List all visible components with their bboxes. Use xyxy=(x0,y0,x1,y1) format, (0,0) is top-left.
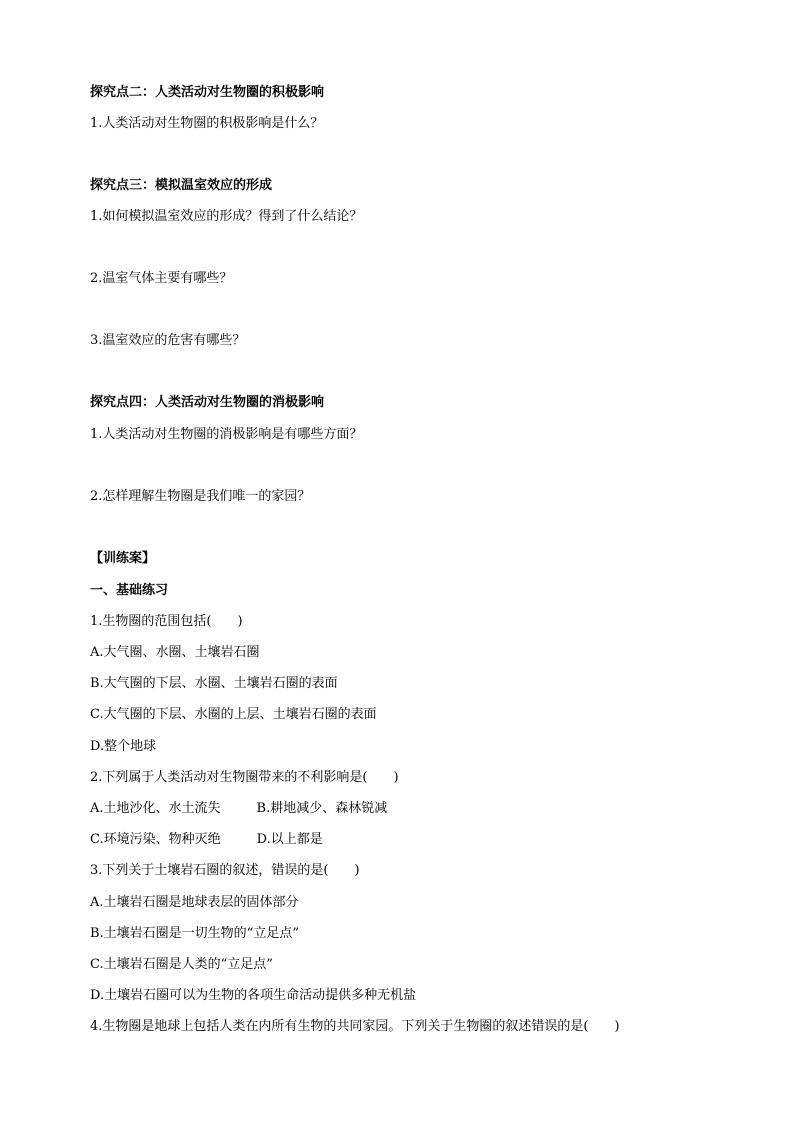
q3-stem: 3.下列关于土壤岩石圈的叙述，错误的是( ) xyxy=(90,863,360,878)
q2-option-c: C.环境污染、物种灭绝 xyxy=(90,832,221,847)
training-title: 【训练案】 xyxy=(90,551,156,566)
q1-option-b: B.大气圈的下层、水圈、土壤岩石圈的表面 xyxy=(90,676,338,691)
q2-options-row-2 xyxy=(90,831,323,849)
training-subtitle: 一、基础练习 xyxy=(90,583,169,598)
q1-option-c: C.大气圈的下层、水圈的上层、土壤岩石圈的表面 xyxy=(90,707,377,722)
q2-option-b: B.耕地减少、森林锐减 xyxy=(256,801,388,816)
section2-question-1: 1.人类活动对生物圈的积极影响是什么？ xyxy=(90,116,324,131)
section2-heading: 探究点二：人类活动对生物圈的积极影响 xyxy=(90,85,325,100)
q4-stem: 4.生物圈是地球上包括人类在内所有生物的共同家园。下列关于生物圈的叙述错误的是( ) xyxy=(90,1019,620,1034)
section4-question-2: 2.怎样理解生物圈是我们唯一的家园？ xyxy=(90,489,311,504)
q2-option-d: D.以上都是 xyxy=(256,832,323,847)
q3-option-b: B.土壤岩石圈是一切生物的“立足点” xyxy=(90,926,299,941)
q3-option-c: C.土壤岩石圈是人类的“立足点” xyxy=(90,957,273,972)
section4-heading: 探究点四：人类活动对生物圈的消极影响 xyxy=(90,395,325,410)
q1-stem: 1.生物圈的范围包括( ) xyxy=(90,614,243,629)
section4-question-1: 1.人类活动对生物圈的消极影响是有哪些方面？ xyxy=(90,427,363,442)
section3-question-3: 3.温室效应的危害有哪些？ xyxy=(90,333,246,348)
q3-option-a: A.土壤岩石圈是地球表层的固体部分 xyxy=(90,895,299,910)
q2-stem: 2.下列属于人类活动对生物圈带来的不利影响是( ) xyxy=(90,770,399,785)
q1-option-d: D.整个地球 xyxy=(90,739,157,754)
q3-option-d: D.土壤岩石圈可以为生物的各项生命活动提供多种无机盐 xyxy=(90,988,417,1003)
section3-question-1: 1.如何模拟温室效应的形成？得到了什么结论？ xyxy=(90,209,363,224)
q2-options-row-1 xyxy=(90,800,387,818)
section3-heading: 探究点三：模拟温室效应的形成 xyxy=(90,178,273,193)
q1-option-a: A.大气圈、水圈、土壤岩石圈 xyxy=(90,645,260,660)
section3-question-2: 2.温室气体主要有哪些？ xyxy=(90,271,233,286)
q2-option-a: A.土地沙化、水土流失 xyxy=(90,801,221,816)
